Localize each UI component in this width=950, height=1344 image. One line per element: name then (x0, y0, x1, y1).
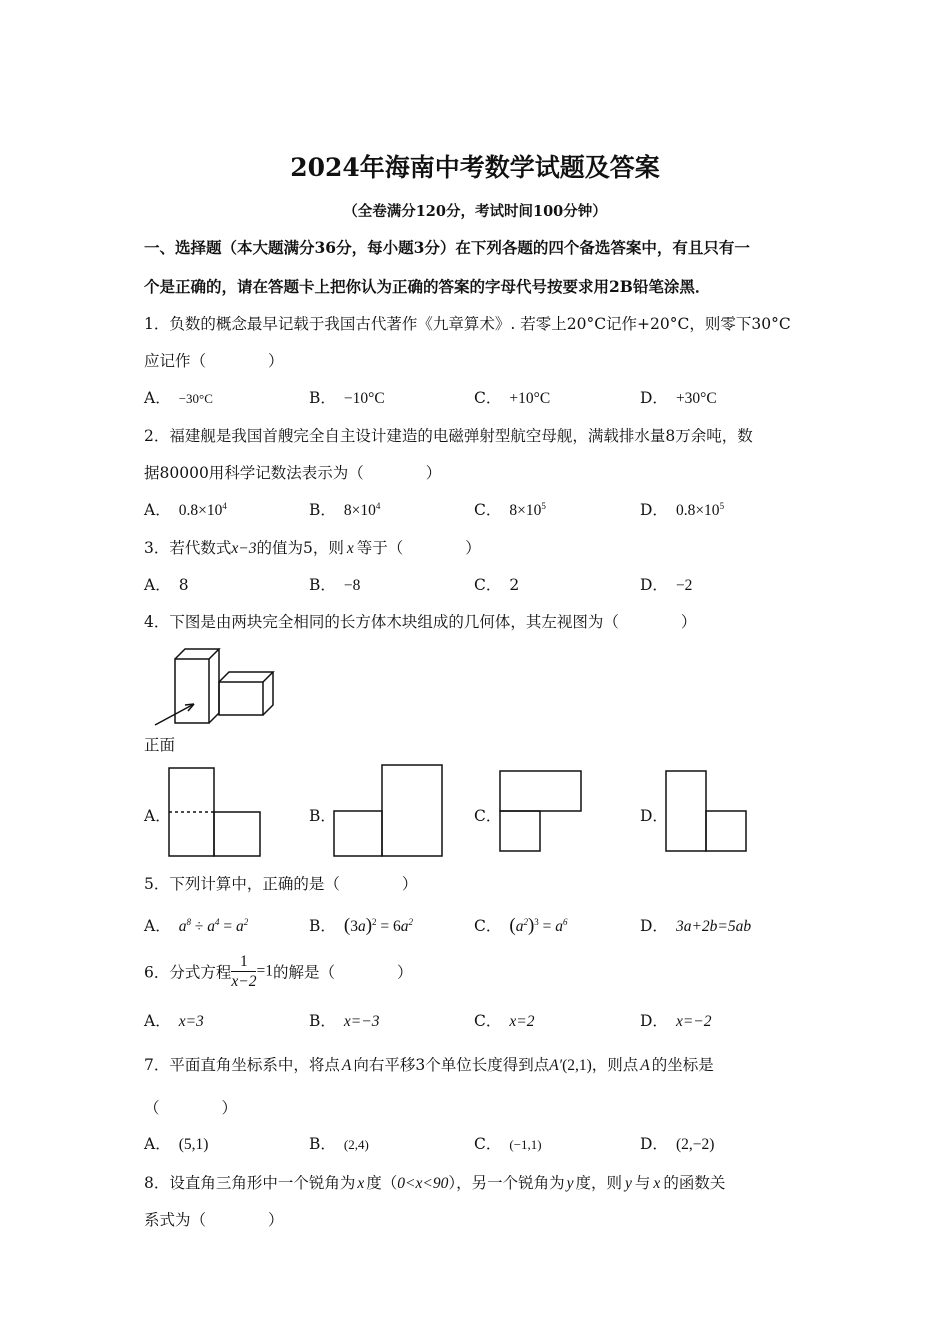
q5-text: 5．下列计算中，正确的是（ ） (144, 875, 418, 893)
q6-numerator: 1 (231, 952, 256, 972)
q7-option-b: B． (2,4) (309, 1135, 369, 1153)
q3-text: 3．若代数式x−3的值为5，则 x 等于（ ） (144, 539, 481, 557)
q6-text: 6．分式方程 $\frac{1}{x-2}$ =1的解是（ ） (144, 953, 413, 990)
q7-option-c: C． (−1,1) (474, 1135, 542, 1153)
q4-option-a-figure (168, 767, 263, 859)
q5-option-b: B． $(3a)^2 = 6a^2$ (309, 915, 414, 936)
q4-option-a-label: A． (144, 807, 171, 825)
section-header-line1: 一、选择题（本大题满分36分，每小题3分）在下列各题的四个备选答案中，有且只有一 (144, 238, 750, 257)
q6-denominator: x−2 (231, 973, 257, 990)
q3-option-a: A． 8 (144, 576, 189, 594)
section-header-line2: 个是正确的，请在答题卡上把你认为正确的答案的字母代号按要求用2B铅笔涂黑． (144, 277, 711, 296)
q4-front-label: 正面 (144, 736, 176, 754)
q5-option-a: A． $a^8 \div a^4 = a^2$ (144, 916, 249, 935)
q6-option-b: B． x=−3 (309, 1012, 380, 1030)
q4-option-b-label: B． (309, 807, 336, 825)
page-title: 2024年海南中考数学试题及答案 (290, 153, 660, 182)
q7-option-a: A． (5,1) (144, 1135, 209, 1153)
q8-text: 8．设直角三角形中一个锐角为 x 度（0<x<90），另一个锐角为 y 度，则 y 与 x 的函数关 (144, 1174, 726, 1192)
q2-option-d: D． $0.8\times 10^5$ (640, 500, 725, 519)
q4-option-c-figure (499, 770, 585, 854)
q2-option-c: C． $8\times 10^5$ (474, 500, 546, 519)
q2-text-line1: 2．福建舰是我国首艘完全自主设计建造的电磁弹射型航空母舰，满载排水量8万余吨，数 (144, 427, 753, 445)
q8-text-line2: 系式为（ ） (144, 1211, 284, 1229)
q2-option-a: A． $0.8\times 10^4$ (144, 500, 227, 519)
q4-text: 4．下图是由两块完全相同的长方体木块组成的几何体，其左视图为（ ） (144, 613, 697, 631)
q3-option-b: B． −8 (309, 576, 361, 594)
q1-option-a: A． −30°C (144, 389, 213, 407)
q4-solid-figure (150, 645, 275, 730)
q6-option-c: C． x=2 (474, 1012, 535, 1030)
q6-option-d: D． x=−2 (640, 1012, 712, 1030)
q4-option-d-figure (665, 770, 750, 854)
q7-text-line2: （ ） (144, 1099, 238, 1117)
q4-option-c-label: C． (474, 807, 502, 825)
q3-option-c: C． 2 (474, 576, 520, 594)
q7-option-d: D． (2,−2) (640, 1135, 715, 1153)
q7-text: 7．平面直角坐标系中，将点 A 向右平移3个单位长度得到点A′(2,1)，则点 A 的坐标是 (144, 1056, 714, 1074)
q5-option-d: D． 3a+2b=5ab (640, 917, 752, 935)
q4-option-b-figure (333, 764, 445, 859)
q1-text-line1: 1．负数的概念最早记载于我国古代著作《九章算术》. 若零上20°C记作+20°C，则零下30°C (144, 315, 791, 333)
q6-option-a: A． x=3 (144, 1012, 204, 1030)
q5-option-c: C． $(a^2)^3 = a^6$ (474, 915, 568, 936)
q1-option-b: B． −10°C (309, 389, 385, 407)
q1-option-d: D． +30°C (640, 389, 717, 407)
q3-option-d: D． −2 (640, 576, 693, 594)
q1-option-c: C． +10°C (474, 389, 551, 407)
q2-option-b: B． $8\times 10^4$ (309, 500, 381, 519)
page-subtitle: （全卷满分120分，考试时间100分钟） (343, 203, 607, 220)
q4-option-d-label: D． (640, 807, 668, 825)
q1-text-line2: 应记作（ ） (144, 352, 284, 370)
q2-text-line2: 据80000用科学记数法表示为（ ） (144, 464, 442, 482)
